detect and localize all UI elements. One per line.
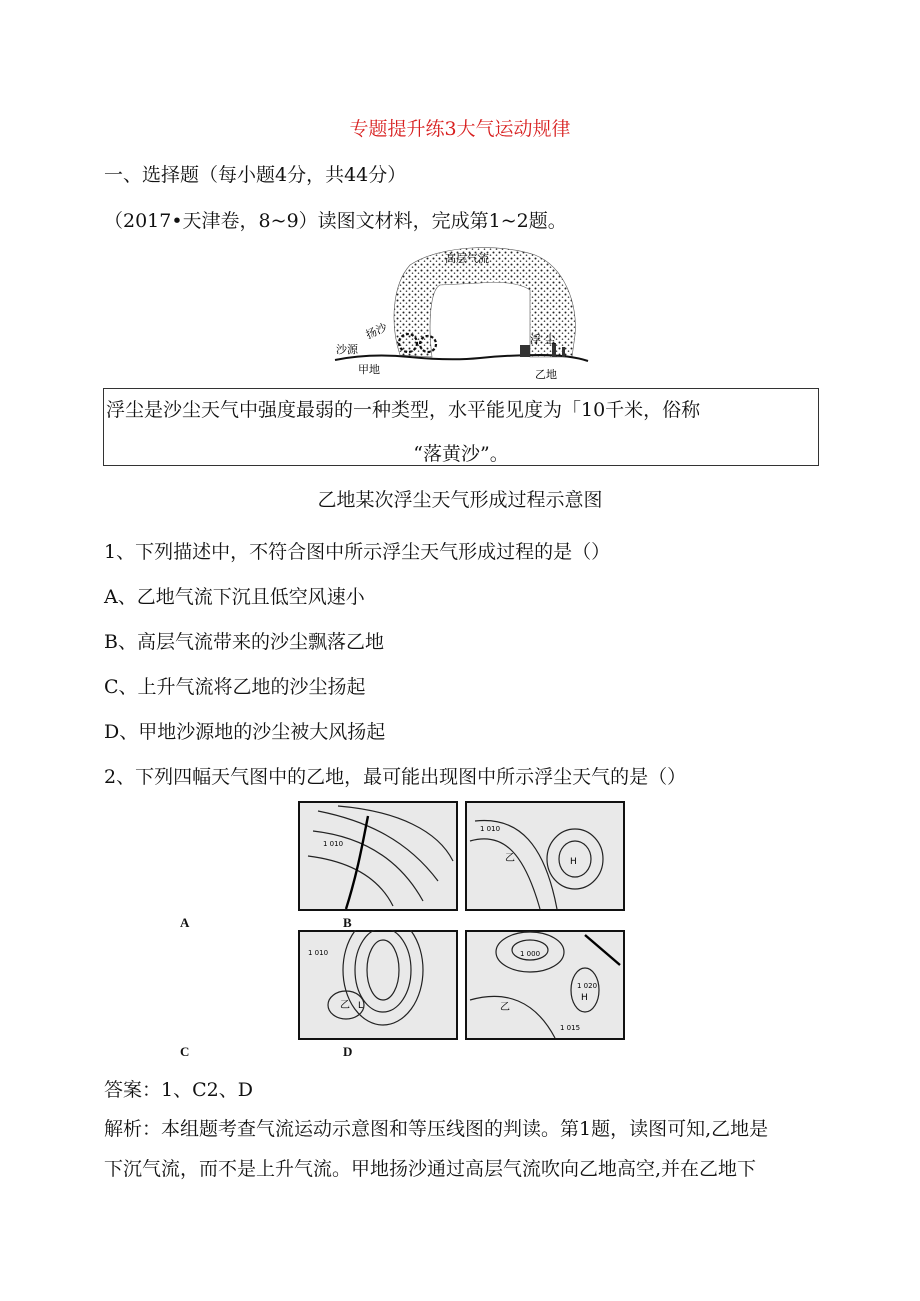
isobar-label: 1 000 <box>520 950 541 958</box>
weather-map-b <box>465 801 625 911</box>
question-2-stem: 2、下列四幅天气图中的乙地，最可能出现图中所示浮尘天气的是（） <box>104 766 687 788</box>
isobar-label: 1 015 <box>560 1024 581 1032</box>
q1-option-d: D、甲地沙源地的沙尘被大风扬起 <box>104 721 386 743</box>
isobar-label: 1 010 <box>480 825 501 833</box>
yi-location-label: 乙 <box>500 1002 510 1013</box>
tree-icon <box>562 347 565 357</box>
label-yi: 乙地 <box>535 368 557 381</box>
low-pressure-label: L <box>358 1001 364 1011</box>
high-pressure-label: H <box>570 857 577 867</box>
question-intro: （2017•天津卷，8~9）读图文材料，完成第1~2题。 <box>104 210 567 232</box>
isobar-label: 1 010 <box>308 949 329 957</box>
answer: 答案：1、C2、D <box>104 1079 253 1101</box>
yi-location-label: 乙 <box>505 853 515 864</box>
weather-map-a <box>298 801 458 911</box>
map-label-b: B <box>343 915 352 930</box>
isobar-label: 1 020 <box>577 982 598 990</box>
q1-option-b: B、高层气流带来的沙尘飘落乙地 <box>104 631 384 653</box>
material-line-2: “落黄沙”。 <box>413 443 509 465</box>
map-label-c: C <box>180 1044 190 1059</box>
diagram-caption: 乙地某次浮尘天气形成过程示意图 <box>317 489 603 511</box>
label-fuchen: 浮 尘 <box>530 333 556 346</box>
label-yangsha: 扬沙 <box>363 320 390 342</box>
label-jia: 甲地 <box>358 363 380 376</box>
dust-process-diagram <box>330 245 592 385</box>
weather-map-d <box>465 930 625 1040</box>
building-icon <box>520 345 530 357</box>
question-1-stem: 1、下列描述中，不符合图中所示浮尘天气形成过程的是（） <box>104 541 611 563</box>
q1-option-a: A、乙地气流下沉且低空风速小 <box>104 586 365 608</box>
label-shayuan: 沙源 <box>336 343 358 356</box>
analysis-line-2: 下沉气流，而不是上升气流。甲地扬沙通过高层气流吹向乙地高空,并在乙地下 <box>104 1158 757 1180</box>
q1-option-c: C、上升气流将乙地的沙尘扬起 <box>104 676 366 698</box>
label-high-air: 高层气流 <box>445 252 489 265</box>
weather-map-c <box>298 930 458 1040</box>
section-heading: 一、选择题（每小题4分，共44分） <box>104 164 407 186</box>
page-title: 专题提升练3大气运动规律 <box>349 118 571 140</box>
material-box <box>103 388 819 466</box>
high-pressure-label: H <box>581 993 588 1003</box>
yi-location-label: 乙 <box>340 1000 350 1011</box>
map-label-d: D <box>343 1044 353 1059</box>
analysis-line-1: 解析：本组题考查气流运动示意图和等压线图的判读。第1题，读图可知,乙地是 <box>104 1118 769 1140</box>
isobar-label: 1 010 <box>323 840 344 848</box>
material-line-1: 浮尘是沙尘天气中强度最弱的一种类型，水平能见度为「10千米，俗称 <box>106 399 701 421</box>
map-label-a: A <box>180 915 190 930</box>
